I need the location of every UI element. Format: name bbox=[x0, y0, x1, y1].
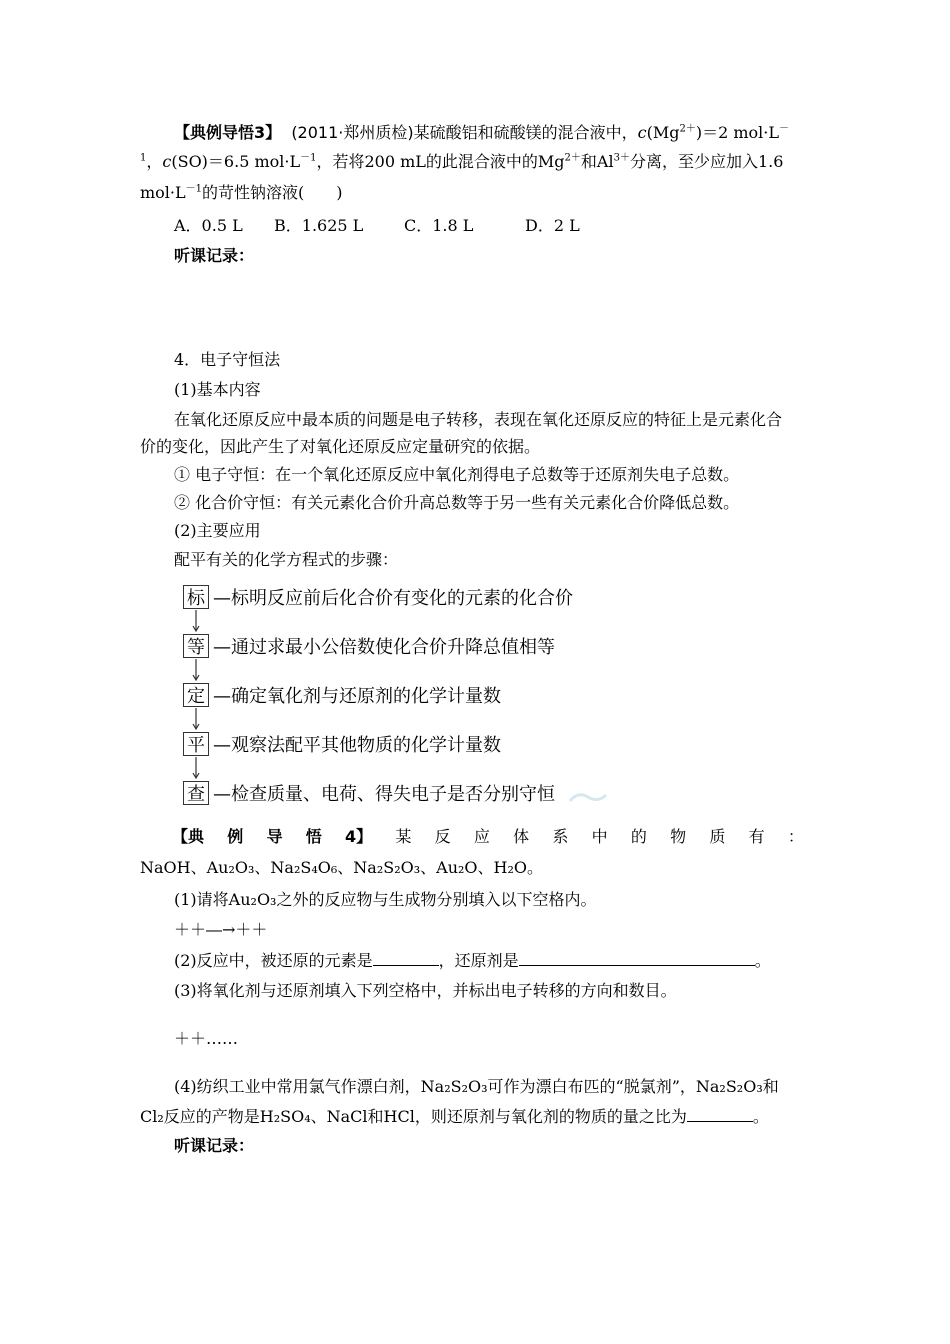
text: －1 bbox=[185, 183, 203, 195]
text: －1 bbox=[300, 152, 317, 164]
example4-equation1: ＋＋―→＋＋ bbox=[174, 920, 268, 939]
example4-heading-line bbox=[172, 827, 804, 847]
example4-q4-line2 bbox=[140, 1107, 810, 1127]
example4-heading-char: 悟 bbox=[305, 827, 322, 846]
example4-text-char: 质 bbox=[709, 827, 726, 846]
flow-step-box: 定 bbox=[183, 683, 209, 707]
example4-substances: NaOH、Au₂O₃、Na₂S₄O₆、Na₂S₂O₃、Au₂O、H₂O。 bbox=[140, 858, 544, 877]
text: － bbox=[779, 123, 789, 135]
example4-text-char: 应 bbox=[473, 827, 490, 846]
text: ，还原剂是 bbox=[438, 951, 519, 970]
example3-notes-label: 听课记录： bbox=[174, 246, 255, 265]
flow-step-text: —观察法配平其他物质的化学计量数 bbox=[213, 735, 501, 756]
option-a: A．0.5 L bbox=[174, 216, 243, 235]
example4-text-char: 物 bbox=[670, 827, 687, 846]
flow-step-box: 平 bbox=[183, 732, 209, 756]
text: 和Al bbox=[580, 152, 614, 171]
answer-blank bbox=[519, 951, 755, 966]
flow-step-text: —检查质量、电荷、得失电子是否分别守恒 bbox=[213, 784, 555, 805]
example4-heading-char: 【典 bbox=[172, 827, 205, 846]
text: 3＋ bbox=[613, 152, 630, 164]
text: c bbox=[162, 152, 172, 171]
option-b: B．1.625 L bbox=[274, 216, 364, 235]
flow-step-box: 等 bbox=[183, 634, 209, 658]
text: 分离，至少应加入1.6 bbox=[629, 152, 784, 171]
down-arrow-icon bbox=[192, 659, 200, 681]
text: 某硫酸铝和硫酸镁的混合液中， bbox=[413, 123, 638, 142]
flow-step-1 bbox=[183, 583, 573, 611]
text: 1 bbox=[140, 152, 147, 164]
example4-q4-line1: (4)纺织工业中常用氯气作漂白剂，Na₂S₂O₃可作为漂白布匹的“脱氯剂”，Na₂S₂O₃和 bbox=[174, 1077, 779, 1096]
example4-equation3: ＋＋…… bbox=[174, 1029, 239, 1048]
example4-text-char: 有 bbox=[748, 827, 765, 846]
text: 的苛性钠溶液( ) bbox=[202, 183, 343, 202]
example3-options bbox=[174, 216, 810, 236]
down-arrow-icon bbox=[192, 610, 200, 632]
text: 2＋ bbox=[679, 123, 696, 135]
decorative-swirl-icon bbox=[568, 787, 608, 807]
flow-step-text: —标明反应前后化合价有变化的元素的化合价 bbox=[213, 588, 573, 609]
section4-para1-cont: 价的变化，因此产生了对氧化还原反应定量研究的依据。 bbox=[140, 437, 541, 456]
down-arrow-icon bbox=[192, 757, 200, 779]
example4-text-char: 中 bbox=[591, 827, 608, 846]
text: mol·L bbox=[140, 183, 186, 202]
flow-step-box: 标 bbox=[183, 585, 209, 609]
section4-sub2: (2)主要应用 bbox=[174, 521, 261, 540]
example3-source: (2011·郑州质检) bbox=[291, 123, 414, 142]
text: 。 bbox=[754, 951, 771, 970]
text: Cl₂反应的产物是H₂SO₄、NaCl和HCl，则还原剂与氧化剂的物质的量之比为 bbox=[140, 1107, 687, 1126]
example4-text-char: 的 bbox=[630, 827, 647, 846]
answer-blank bbox=[373, 951, 439, 966]
flow-step-text: —通过求最小公倍数使化合价升降总值相等 bbox=[213, 637, 555, 658]
section4-title: 4．电子守恒法 bbox=[174, 350, 281, 369]
flow-step-5 bbox=[183, 779, 555, 807]
text: )＝2 mol·L bbox=[695, 123, 779, 142]
section4-item1: ① 电子守恒：在一个氧化还原反应中氧化剂得电子总数等于还原剂失电子总数。 bbox=[174, 465, 740, 484]
text: (2)反应中，被还原的元素是 bbox=[174, 951, 373, 970]
text: ，若将200 mL的此混合液中的Mg bbox=[316, 152, 565, 171]
text: c bbox=[637, 123, 647, 142]
flow-step-3 bbox=[183, 681, 501, 709]
example3-line3 bbox=[140, 183, 810, 203]
example4-q1: (1)请将Au₂O₃之外的反应物与生成物分别填入以下空格内。 bbox=[174, 890, 597, 909]
text: (SO)＝6.5 mol·L bbox=[171, 152, 301, 171]
example4-heading-char: 导 bbox=[266, 827, 283, 846]
example4-text-char: 反 bbox=[434, 827, 451, 846]
option-c: C．1.8 L bbox=[404, 216, 474, 235]
section4-item2: ② 化合价守恒：有关元素化合价升高总数等于另一些有关元素化合价降低总数。 bbox=[174, 493, 740, 512]
text: 。 bbox=[752, 1107, 769, 1126]
example4-text-char: ： bbox=[787, 827, 804, 846]
option-d: D．2 L bbox=[525, 216, 580, 235]
flow-step-4 bbox=[183, 730, 501, 758]
text: (Mg bbox=[646, 123, 680, 142]
example4-text-char: 体 bbox=[513, 827, 530, 846]
balancing-steps-flowchart bbox=[183, 583, 643, 813]
text: 2＋ bbox=[564, 152, 581, 164]
flow-step-2 bbox=[183, 632, 555, 660]
flow-step-text: —确定氧化剂与还原剂的化学计量数 bbox=[213, 686, 501, 707]
steps-intro: 配平有关的化学方程式的步骤： bbox=[174, 550, 399, 569]
example4-heading-char: 例 bbox=[227, 827, 244, 846]
example4-heading-char: 4】 bbox=[345, 827, 373, 846]
flow-step-box: 查 bbox=[183, 781, 209, 805]
section4-sub1: (1)基本内容 bbox=[174, 380, 261, 399]
example4-text-char: 某 bbox=[395, 827, 412, 846]
down-arrow-icon bbox=[192, 708, 200, 730]
example3-heading: 【典例导悟3】 bbox=[174, 123, 282, 142]
example4-q3: (3)将氧化剂与还原剂填入下列空格中，并标出电子转移的方向和数目。 bbox=[174, 981, 677, 1000]
answer-blank bbox=[687, 1107, 753, 1122]
example3-line2: $^1$，c(SO)＝6.5 $mol\cdot L^{-1}$，若将200 mL的此混合液中的$Mg^{2+}$和$Al^{3+}$分离，至少应加入1.6 bbox=[140, 152, 784, 171]
example4-q2 bbox=[174, 951, 810, 971]
example4-text-char: 系 bbox=[552, 827, 569, 846]
example4-notes-label: 听课记录： bbox=[174, 1136, 255, 1155]
example3-line1 bbox=[174, 123, 810, 143]
section4-para1: 在氧化还原反应中最本质的问题是电子转移，表现在氧化还原反应的特征上是元素化合 bbox=[174, 410, 783, 429]
